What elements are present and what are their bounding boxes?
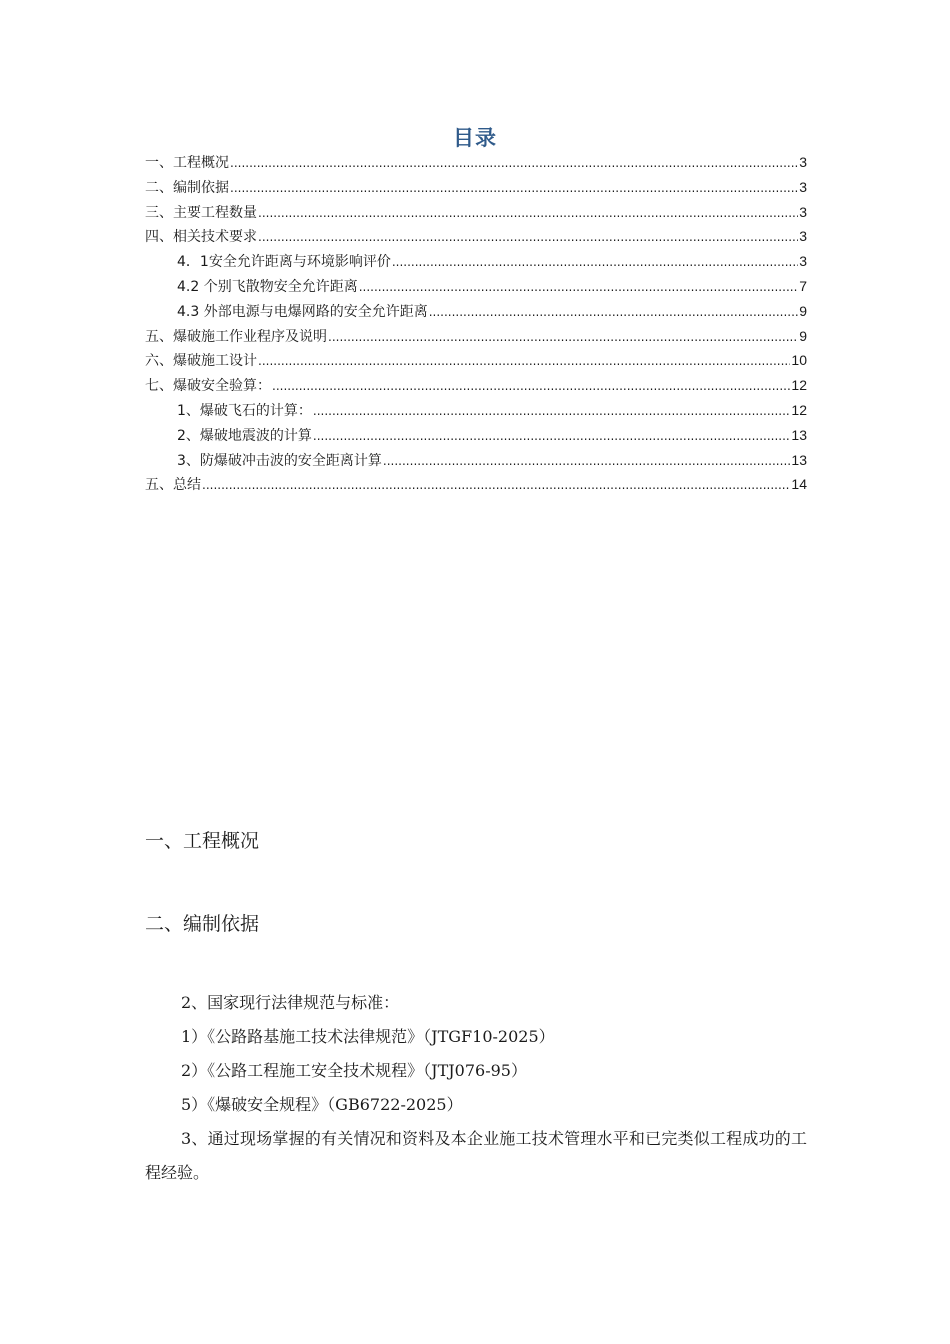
toc-subentry[interactable]: [145, 400, 807, 425]
toc-entry-page: 3: [799, 203, 807, 220]
toc-entry-text: 1、爆破飞石的计算：: [177, 402, 312, 419]
toc-entry-text: 六、爆破施工设计: [145, 353, 257, 370]
paragraph-standards-intro: 2、国家现行法律规范与标准：: [181, 993, 400, 1012]
toc-entry-page: 9: [799, 327, 807, 344]
toc-leader-dots: [328, 330, 798, 344]
table-of-contents: [145, 152, 807, 499]
toc-leader-dots: [258, 230, 798, 244]
toc-entry-page: 3: [799, 178, 807, 195]
toc-entry-page: 9: [799, 302, 807, 319]
toc-entry[interactable]: [145, 474, 807, 499]
toc-leader-dots: [230, 181, 798, 195]
toc-entry-page: 3: [799, 228, 807, 245]
toc-subentry[interactable]: [145, 276, 807, 301]
section-body: [145, 986, 807, 1190]
paragraph-standard-item: 5）《爆破安全规程》（GB6722-2025）: [181, 1095, 463, 1114]
toc-entry-page: 13: [791, 426, 807, 443]
toc-entry-page: 13: [791, 451, 807, 468]
paragraph-standard-item: 1）《公路路基施工技术法律规范》（JTGF10-2025）: [181, 1027, 555, 1046]
toc-leader-dots: [313, 429, 791, 443]
toc-entry[interactable]: [145, 226, 807, 251]
toc-entry[interactable]: [145, 326, 807, 351]
toc-leader-dots: [258, 206, 798, 220]
toc-entry-text: 2、爆破地震波的计算: [177, 427, 312, 444]
toc-entry[interactable]: [145, 152, 807, 177]
toc-entry-page: 3: [799, 154, 807, 170]
paragraph-experience: 3、通过现场掌握的有关情况和资料及本企业施工技术管理水平和已完类似工程成功的工程经验。: [145, 1129, 807, 1182]
toc-entry-text: 四、相关技术要求: [145, 229, 257, 246]
toc-entry[interactable]: [145, 375, 807, 400]
toc-entry-page: 10: [791, 352, 807, 369]
toc-entry-text: 三、主要工程数量: [145, 204, 257, 221]
toc-entry[interactable]: [145, 177, 807, 202]
toc-entry-text: 一、工程概况: [145, 155, 229, 171]
toc-leader-dots: [230, 156, 798, 170]
toc-entry-text: 4．1安全允许距离与环境影响评价: [177, 254, 391, 271]
toc-entry-text: 七、爆破安全验算：: [145, 378, 271, 395]
toc-entry-text: 4.3 外部电源与电爆网路的安全允许距离: [177, 303, 428, 320]
toc-entry-text: 五、总结: [145, 477, 201, 494]
toc-entry[interactable]: [145, 202, 807, 227]
toc-leader-dots: [258, 354, 790, 368]
toc-subentry[interactable]: [145, 425, 807, 450]
toc-title: 目录: [453, 126, 497, 150]
toc-entry-text: 4.2 个别飞散物安全允许距离: [177, 278, 358, 295]
toc-entry-page: 14: [791, 476, 807, 493]
paragraph-standard-item: 2）《公路工程施工安全技术规程》（JTJ076-95）: [181, 1061, 527, 1080]
toc-leader-dots: [429, 305, 798, 319]
toc-entry-text: 二、编制依据: [145, 179, 229, 196]
toc-entry-text: 3、防爆破冲击波的安全距离计算: [177, 452, 382, 469]
toc-subentry[interactable]: [145, 301, 807, 326]
toc-leader-dots: [313, 404, 791, 418]
toc-subentry[interactable]: [145, 251, 807, 276]
section-heading-overview: 一、工程概况: [145, 830, 260, 852]
toc-leader-dots: [202, 478, 790, 492]
toc-entry-page: 12: [791, 401, 807, 418]
toc-entry-text: 五、爆破施工作业程序及说明: [145, 328, 327, 345]
toc-leader-dots: [392, 255, 798, 269]
toc-leader-dots: [272, 379, 790, 393]
toc-subentry[interactable]: [145, 450, 807, 475]
toc-entry[interactable]: [145, 350, 807, 375]
toc-entry-page: 3: [799, 253, 807, 270]
section-heading-basis: 二、编制依据: [145, 913, 260, 935]
toc-leader-dots: [383, 454, 791, 468]
toc-leader-dots: [359, 280, 798, 294]
toc-entry-page: 12: [791, 377, 807, 394]
toc-entry-page: 7: [799, 277, 807, 294]
